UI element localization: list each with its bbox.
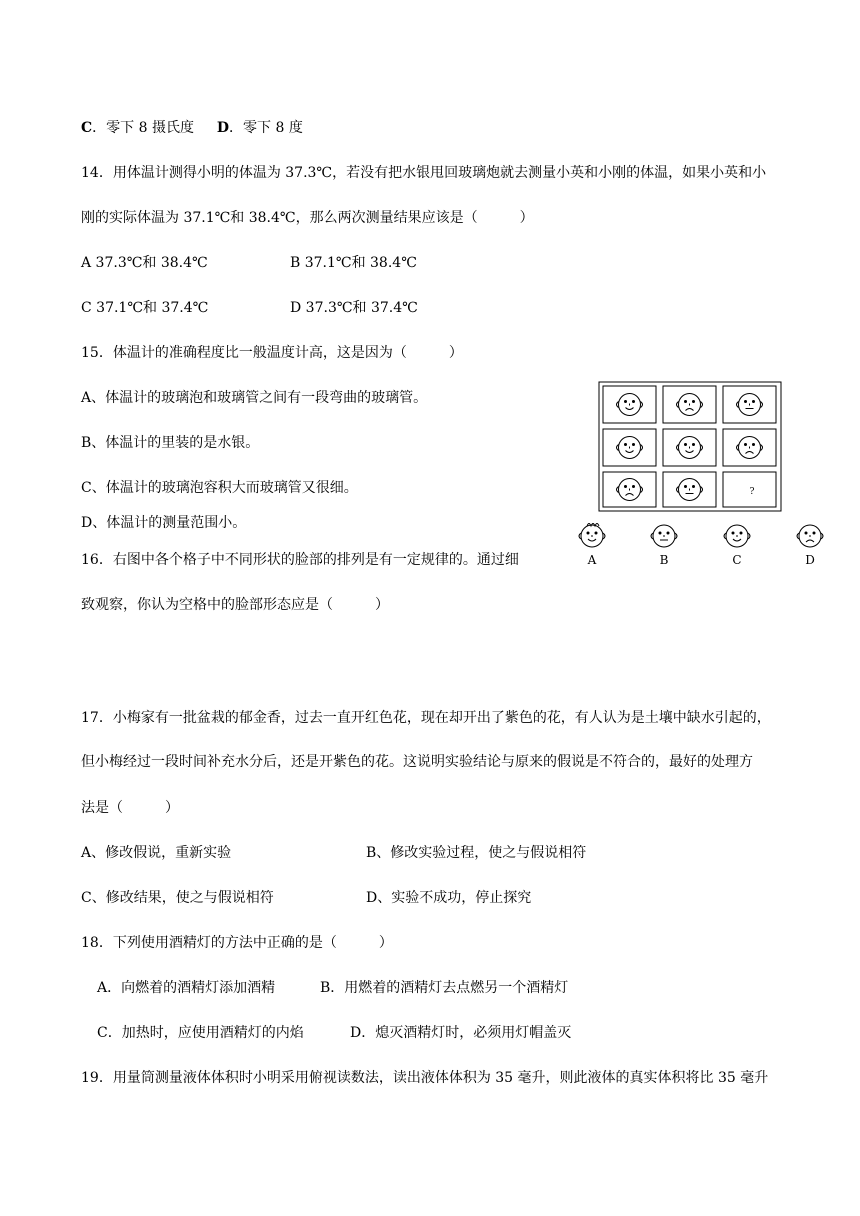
q15-option-d: D、体温计的测量范围小。	[81, 515, 247, 531]
q17-option-b: B、修改实验过程，使之与假说相符	[366, 845, 587, 861]
answer-label-b: B	[659, 553, 669, 567]
q16-question-line2: 致观察，你认为空格中的脸部形态应是（ ）	[81, 597, 389, 613]
grid-face-neutral	[737, 394, 763, 416]
answer-label-a: A	[587, 553, 597, 567]
q17-question-line2: 但小梅经过一段时间补充水分后，还是开紫色的花。这说明实验结论与原来的假说是不符合的，最好的处理方	[81, 754, 753, 770]
grid-face-smile	[617, 394, 643, 416]
q17-option-a: A、修改假说，重新实验	[81, 845, 232, 861]
answer-label-d: D	[805, 553, 815, 567]
q14-option-c: C 37.1℃和 37.4℃	[81, 300, 209, 316]
q15-option-c: C、体温计的玻璃泡容积大而玻璃管又很细。	[81, 480, 358, 496]
answer-face-d	[797, 525, 823, 547]
q14-question-line1: 14．用体温计测得小明的体温为 37.3℃，若没有把水银甩回玻璃炮就去测量小英和小刚的体温，如果小英和小	[81, 165, 767, 181]
grid-face-neutral	[677, 479, 703, 501]
q13-option-c-label: C	[81, 120, 93, 136]
answer-label-c: C	[732, 553, 742, 567]
q18-option-a: A．向燃着的酒精灯添加酒精	[97, 980, 276, 996]
answer-labels	[587, 553, 815, 567]
grid-face-smile	[677, 437, 703, 459]
face-grid-figure	[566, 378, 815, 578]
q14-option-d: D 37.3℃和 37.4℃	[290, 300, 418, 316]
q13-options	[81, 118, 303, 138]
q18-option-d: D．熄灭酒精灯时，必须用灯帽盖灭	[350, 1025, 572, 1041]
answer-face-c	[724, 525, 750, 547]
grid-face-smile	[617, 437, 643, 459]
q14-option-a: A 37.3℃和 38.4℃	[81, 255, 208, 271]
q17-option-c: C、修改结果，使之与假说相符	[81, 890, 274, 906]
q13-option-d-text: ．零下 8 度	[229, 120, 303, 136]
grid-face-frown	[737, 437, 763, 459]
q19-question-line1: 19．用量筒测量液体体积时小明采用俯视读数法，读出液体体积为 35 毫升，则此液体的真实体积将比 35 毫升	[81, 1070, 769, 1086]
q18-option-c: C．加热时，应使用酒精灯的内焰	[97, 1025, 304, 1041]
q15-option-b: B、体温计的里装的是水银。	[81, 435, 260, 451]
q17-question-line1: 17．小梅家有一批盆栽的郁金香，过去一直开红色花，现在却开出了紫色的花，有人认为是土壤中缺水引起的，	[81, 710, 771, 726]
q18-question: 18．下列使用酒精灯的方法中正确的是（ ）	[81, 935, 393, 951]
grid-faces	[617, 394, 763, 501]
q15-question: 15．体温计的准确程度比一般温度计高，这是因为（ ）	[81, 345, 463, 361]
grid-face-frown	[677, 394, 703, 416]
q14-question-line2: 刚的实际体温为 37.1℃和 38.4℃，那么两次测量结果应该是（ ）	[81, 210, 534, 226]
q18-option-b: B．用燃着的酒精灯去点燃另一个酒精灯	[320, 980, 569, 996]
q16-question-line1: 16．右图中各个格子中不同形状的脸部的排列是有一定规律的。通过细	[81, 552, 519, 568]
answer-face-b	[651, 525, 677, 547]
question-mark: ?	[749, 487, 755, 497]
grid-face-frown	[617, 479, 643, 501]
q15-option-a: A、体温计的玻璃泡和玻璃管之间有一段弯曲的玻璃管。	[81, 390, 428, 406]
answer-face-a	[579, 524, 605, 548]
q14-option-b: B 37.1℃和 38.4℃	[290, 255, 417, 271]
q17-question-line3: 法是（ ）	[81, 800, 179, 816]
q17-option-d: D、实验不成功，停止探究	[366, 890, 532, 906]
q13-option-c-text: ．零下 8 摄氏度	[92, 120, 194, 136]
q13-option-d-label: D	[216, 120, 230, 136]
answer-faces	[579, 524, 823, 548]
